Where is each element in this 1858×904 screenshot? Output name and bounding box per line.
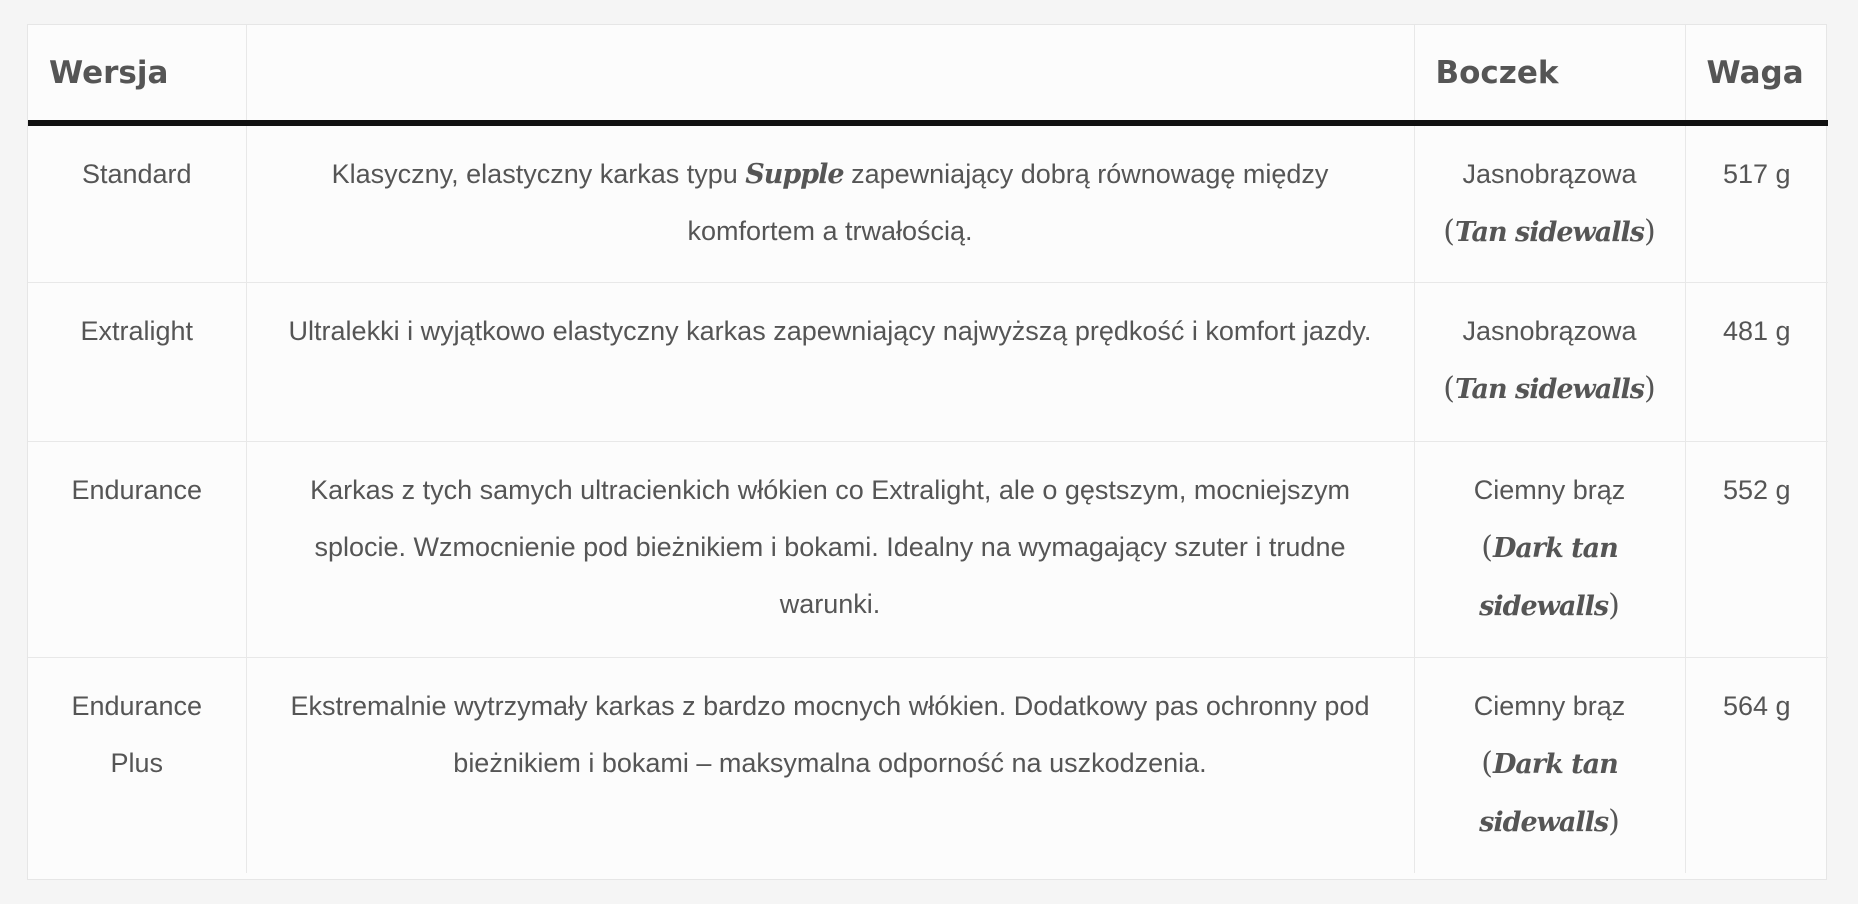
sidewall-label-en: Tan sidewalls <box>1455 373 1644 405</box>
table-row <box>28 657 1828 873</box>
version-cell: Endurance Plus <box>28 657 246 873</box>
description-text-end: zapewniający dobrą równowagę między komfortem a trwałością. <box>687 159 1329 246</box>
description-cell <box>246 282 1414 441</box>
version-cell: Standard <box>28 123 246 282</box>
table-row <box>28 282 1828 441</box>
sidewall-label: Jasnobrązowa <box>1462 315 1637 346</box>
description-text: Klasyczny, elastyczny karkas typu <box>331 159 746 189</box>
header-version: Wersja <box>28 25 246 123</box>
tire-versions-table-container <box>27 24 1827 880</box>
sidewall-label-en: Dark tan sidewalls <box>1479 748 1618 838</box>
table-row <box>28 441 1828 657</box>
sidewall-cell: Jasnobrązowa (Tan sidewalls) <box>1414 123 1685 282</box>
sidewall-label: Ciemny brąz <box>1473 474 1626 505</box>
sidewall-label: Ciemny brąz <box>1473 690 1626 721</box>
weight-cell: 552 g <box>1685 441 1828 657</box>
description-emphasis: Supple <box>745 159 844 190</box>
sidewall-label: Jasnobrązowa <box>1462 159 1637 189</box>
description-text: Karkas z tych samych ultracienkich włókien co Extralight, ale o gęstszym, mocniejszym splocie. Wzmocnienie pod bieżnikiem i bokami. Idealny na wymagający szuter i trudne warunki. <box>310 474 1350 619</box>
tire-versions-table <box>28 25 1828 873</box>
weight-cell: 517 g <box>1685 123 1828 282</box>
table-header-row <box>28 25 1828 123</box>
sidewall-cell: Ciemny brąz (Dark tan sidewalls) <box>1414 657 1685 873</box>
description-cell <box>246 123 1414 282</box>
header-description <box>246 25 1414 123</box>
description-cell <box>246 441 1414 657</box>
weight-cell: 564 g <box>1722 690 1791 721</box>
description-text: Ekstremalnie wytrzymały karkas z bardzo mocnych włókien. Dodatkowy pas ochronny pod bieżnikiem i bokami – maksymalna odporność na uszkodzenia. <box>290 690 1370 778</box>
sidewall-label-en: Dark tan sidewalls <box>1479 532 1618 622</box>
header-weight: Waga <box>1685 25 1828 123</box>
description-text: Ultralekki i wyjątkowo elastyczny karkas zapewniający najwyższą prędkość i komfort jazdy. <box>288 315 1372 346</box>
version-cell: Endurance <box>28 441 246 657</box>
weight-cell: 481 g <box>1685 282 1828 441</box>
sidewall-label-en: Tan sidewalls <box>1455 217 1644 248</box>
header-sidewall: Boczek <box>1414 25 1685 123</box>
table-row <box>28 123 1828 282</box>
description-cell <box>246 657 1414 873</box>
version-cell: Extralight <box>28 282 246 441</box>
sidewall-cell: Jasnobrązowa (Tan sidewalls) <box>1414 282 1685 441</box>
sidewall-cell: Ciemny brąz (Dark tan sidewalls) <box>1414 441 1685 657</box>
